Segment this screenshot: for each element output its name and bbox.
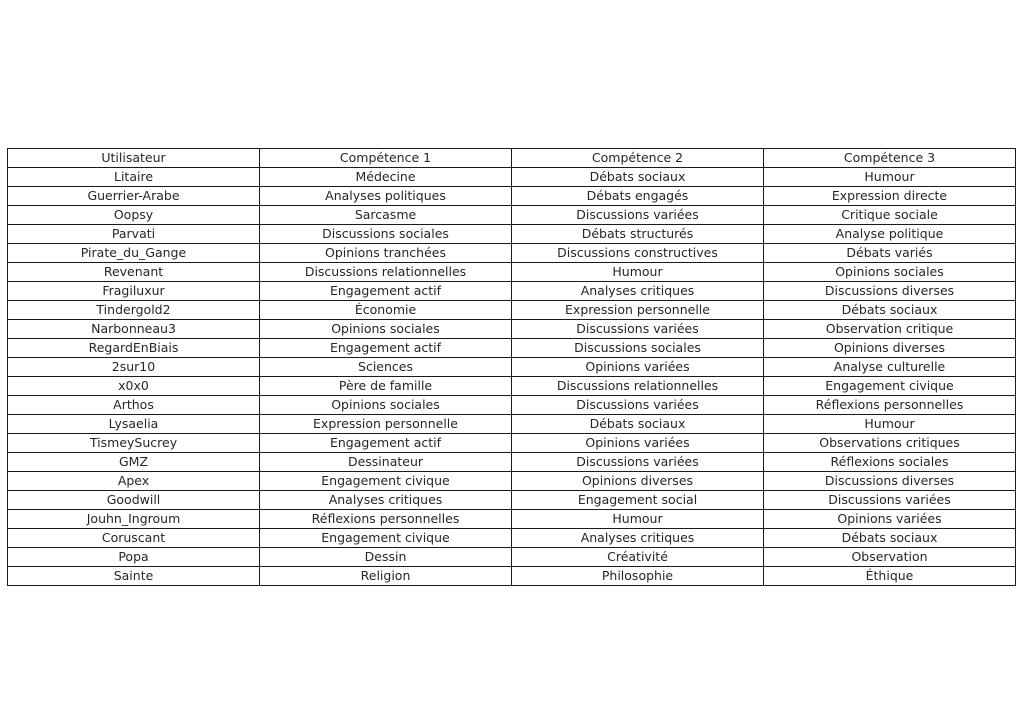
user-cell: Arthos	[8, 396, 260, 415]
skills-table	[7, 148, 1016, 586]
skill-cell: Débats sociaux	[764, 529, 1016, 548]
table-row	[8, 263, 1016, 282]
user-cell: Jouhn_Ingroum	[8, 510, 260, 529]
skill-cell: Opinions tranchées	[260, 244, 512, 263]
skill-cell: Analyses politiques	[260, 187, 512, 206]
skill-cell: Discussions diverses	[764, 472, 1016, 491]
skill-cell: Humour	[512, 510, 764, 529]
skill-cell: Engagement actif	[260, 282, 512, 301]
user-cell: Popa	[8, 548, 260, 567]
table-row	[8, 434, 1016, 453]
skill-cell: Réflexions personnelles	[764, 396, 1016, 415]
skill-cell: Analyses critiques	[512, 529, 764, 548]
skill-cell: Discussions variées	[512, 206, 764, 225]
skill-cell: Analyses critiques	[512, 282, 764, 301]
skill-cell: Opinions sociales	[260, 320, 512, 339]
skill-cell: Médecine	[260, 168, 512, 187]
skill-cell: Observation critique	[764, 320, 1016, 339]
skill-cell: Opinions sociales	[260, 396, 512, 415]
skill-cell: Engagement social	[512, 491, 764, 510]
skill-cell: Opinions variées	[512, 434, 764, 453]
user-cell: Revenant	[8, 263, 260, 282]
table-row	[8, 339, 1016, 358]
skill-cell: Humour	[764, 415, 1016, 434]
user-cell: Fragiluxur	[8, 282, 260, 301]
skill-cell: Dessin	[260, 548, 512, 567]
user-cell: Apex	[8, 472, 260, 491]
table-row	[8, 187, 1016, 206]
skill-cell: Sarcasme	[260, 206, 512, 225]
user-cell: Lysaelia	[8, 415, 260, 434]
user-cell: RegardEnBiais	[8, 339, 260, 358]
table-row	[8, 282, 1016, 301]
skill-cell: Opinions diverses	[512, 472, 764, 491]
column-header: Compétence 3	[764, 149, 1016, 168]
user-cell: Litaire	[8, 168, 260, 187]
table-row	[8, 168, 1016, 187]
table-row	[8, 301, 1016, 320]
table-row	[8, 244, 1016, 263]
skill-cell: Discussions sociales	[260, 225, 512, 244]
table-row	[8, 206, 1016, 225]
skill-cell: Religion	[260, 567, 512, 586]
user-cell: Guerrier-Arabe	[8, 187, 260, 206]
skill-cell: Discussions variées	[512, 396, 764, 415]
table-row	[8, 320, 1016, 339]
skill-cell: Critique sociale	[764, 206, 1016, 225]
skill-cell: Créativité	[512, 548, 764, 567]
table-row	[8, 529, 1016, 548]
user-cell: x0x0	[8, 377, 260, 396]
user-cell: Narbonneau3	[8, 320, 260, 339]
skill-cell: Discussions constructives	[512, 244, 764, 263]
skill-cell: Père de famille	[260, 377, 512, 396]
table-row	[8, 491, 1016, 510]
skill-cell: Opinions diverses	[764, 339, 1016, 358]
skill-cell: Discussions variées	[512, 320, 764, 339]
skill-cell: Analyse politique	[764, 225, 1016, 244]
skill-cell: Discussions variées	[512, 453, 764, 472]
user-cell: Sainte	[8, 567, 260, 586]
skill-cell: Observation	[764, 548, 1016, 567]
skill-cell: Débats sociaux	[764, 301, 1016, 320]
skill-cell: Discussions diverses	[764, 282, 1016, 301]
skill-cell: Philosophie	[512, 567, 764, 586]
skill-cell: Expression personnelle	[260, 415, 512, 434]
table-row	[8, 567, 1016, 586]
skill-cell: Débats variés	[764, 244, 1016, 263]
skill-cell: Opinions variées	[512, 358, 764, 377]
column-header: Compétence 1	[260, 149, 512, 168]
skill-cell: Dessinateur	[260, 453, 512, 472]
skill-cell: Débats structurés	[512, 225, 764, 244]
table-row	[8, 510, 1016, 529]
user-cell: Goodwill	[8, 491, 260, 510]
user-cell: Coruscant	[8, 529, 260, 548]
skill-cell: Réflexions sociales	[764, 453, 1016, 472]
skill-cell: Expression personnelle	[512, 301, 764, 320]
header-row	[8, 149, 1016, 168]
skill-cell: Engagement civique	[260, 529, 512, 548]
skill-cell: Humour	[512, 263, 764, 282]
table-header	[8, 149, 1016, 168]
skill-cell: Discussions variées	[764, 491, 1016, 510]
table-row	[8, 377, 1016, 396]
skill-cell: Engagement civique	[764, 377, 1016, 396]
skill-cell: Réflexions personnelles	[260, 510, 512, 529]
skill-cell: Éthique	[764, 567, 1016, 586]
skill-cell: Analyse culturelle	[764, 358, 1016, 377]
table-row	[8, 225, 1016, 244]
skill-cell: Économie	[260, 301, 512, 320]
skill-cell: Opinions sociales	[764, 263, 1016, 282]
table-row	[8, 453, 1016, 472]
user-cell: 2sur10	[8, 358, 260, 377]
user-cell: GMZ	[8, 453, 260, 472]
table-row	[8, 415, 1016, 434]
skill-cell: Engagement actif	[260, 434, 512, 453]
skill-cell: Opinions variées	[764, 510, 1016, 529]
table-row	[8, 358, 1016, 377]
skill-cell: Analyses critiques	[260, 491, 512, 510]
table-body	[8, 168, 1016, 586]
user-cell: Pirate_du_Gange	[8, 244, 260, 263]
user-cell: TismeySucrey	[8, 434, 260, 453]
skill-cell: Discussions relationnelles	[512, 377, 764, 396]
skill-cell: Débats sociaux	[512, 168, 764, 187]
user-cell: Parvati	[8, 225, 260, 244]
table-row	[8, 396, 1016, 415]
column-header: Compétence 2	[512, 149, 764, 168]
table-row	[8, 472, 1016, 491]
skill-cell: Débats sociaux	[512, 415, 764, 434]
table-row	[8, 548, 1016, 567]
column-header: Utilisateur	[8, 149, 260, 168]
skill-cell: Expression directe	[764, 187, 1016, 206]
user-cell: Tindergold2	[8, 301, 260, 320]
skill-cell: Débats engagés	[512, 187, 764, 206]
skill-cell: Sciences	[260, 358, 512, 377]
user-cell: Oopsy	[8, 206, 260, 225]
skill-cell: Discussions relationnelles	[260, 263, 512, 282]
skill-cell: Engagement civique	[260, 472, 512, 491]
skill-cell: Discussions sociales	[512, 339, 764, 358]
skill-cell: Observations critiques	[764, 434, 1016, 453]
skill-cell: Humour	[764, 168, 1016, 187]
skill-cell: Engagement actif	[260, 339, 512, 358]
